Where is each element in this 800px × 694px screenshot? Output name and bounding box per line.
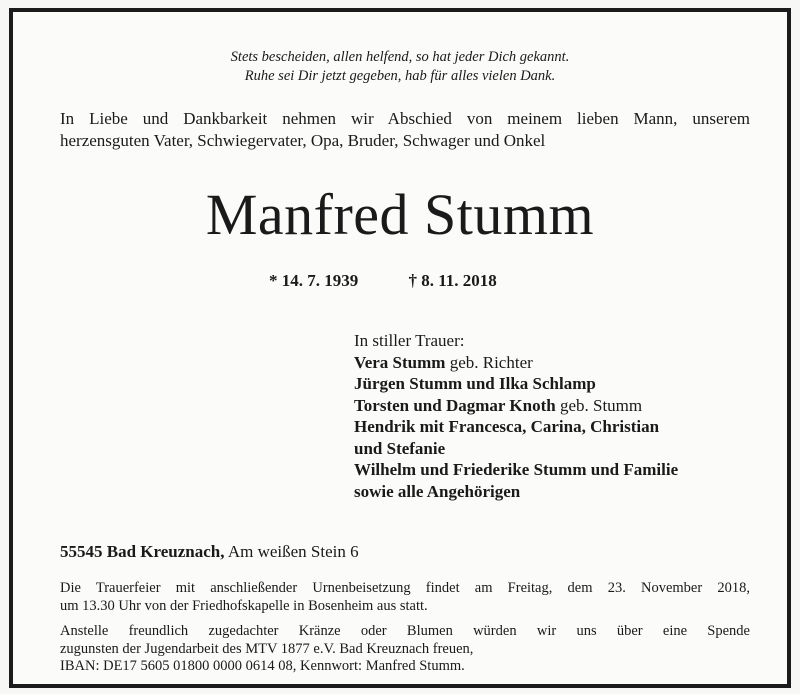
mourner-entry-4-line-1: Hendrik mit Francesca, Carina, Christian xyxy=(354,417,660,436)
life-dates xyxy=(269,270,497,292)
mourner-entry-1-note: geb. Richter xyxy=(445,352,533,372)
intro-text xyxy=(60,108,750,152)
mourner-entry-3-note: geb. Stumm xyxy=(555,395,643,415)
deceased-name: Manfred Stumm xyxy=(205,182,595,247)
obituary-frame xyxy=(9,8,791,688)
mourner-entry-2: Jürgen Stumm und Ilka Schlamp xyxy=(354,374,596,393)
address-city: 55545 Bad Kreuznach, xyxy=(60,542,225,561)
mourner-entry-3 xyxy=(354,395,774,417)
motto-line-2: Ruhe sei Dir jetzt gegeben, hab für alles vielen Dank. xyxy=(244,68,556,84)
mourner-entry-1 xyxy=(354,352,774,374)
donation-notice-line-3: IBAN: DE17 5605 01800 0000 0614 08, Kennwort: Manfred Stumm. xyxy=(60,658,465,674)
funeral-notice xyxy=(60,580,750,615)
mourner-entry-1-name: Vera Stumm xyxy=(354,352,446,372)
motto xyxy=(13,48,787,86)
mourner-entry-3-name: Torsten und Dagmar Knoth xyxy=(354,395,556,415)
mourner-entry-6: sowie alle Angehörigen xyxy=(354,481,521,501)
donation-notice xyxy=(60,623,750,676)
mourners-list xyxy=(354,330,774,502)
mourner-entry-5: Wilhelm und Friederike Stumm und Familie xyxy=(354,460,679,479)
funeral-notice-line-2: um 13.30 Uhr von der Friedhofskapelle in Bosenheim aus statt. xyxy=(60,597,428,614)
mourner-entry-4-line-2: und Stefanie xyxy=(354,438,446,458)
family-address xyxy=(60,541,359,563)
intro-line-1: In Liebe und Dankbarkeit nehmen wir Abschied von meinem lieben Mann, unserem xyxy=(60,109,750,128)
funeral-notice-line-1: Die Trauerfeier mit anschließender Urnenbeisetzung findet am Freitag, dem 23. November 2018, xyxy=(60,580,750,596)
intro-line-2: herzensguten Vater, Schwiegervater, Opa, Bruder, Schwager und Onkel xyxy=(60,131,546,150)
birth-date: * 14. 7. 1939 xyxy=(269,271,359,290)
mourners-heading: In stiller Trauer: xyxy=(354,331,465,350)
motto-line-1: Stets bescheiden, allen helfend, so hat jeder Dich gekannt. xyxy=(230,49,570,65)
donation-notice-line-2: zugunsten der Jugendarbeit des MTV 1877 e.V. Bad Kreuznach freuen, xyxy=(60,640,474,657)
donation-notice-line-1: Anstelle freundlich zugedachter Kränze oder Blumen würden wir uns über eine Spende xyxy=(60,623,750,639)
address-street: Am weißen Stein 6 xyxy=(224,542,359,561)
death-date: † 8. 11. 2018 xyxy=(408,271,497,290)
